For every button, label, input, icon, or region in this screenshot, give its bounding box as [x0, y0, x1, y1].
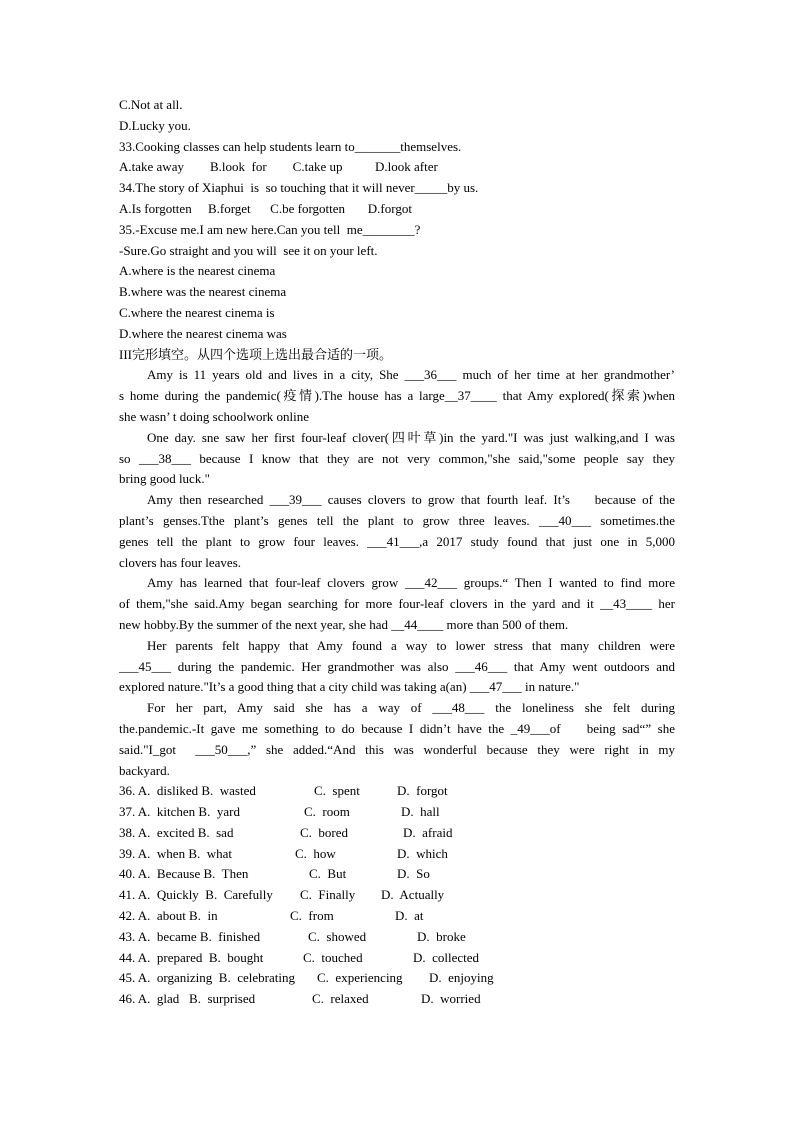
- answer-options: [119, 781, 675, 1010]
- option-row-43: [119, 927, 675, 948]
- option-d: D. So: [397, 866, 430, 882]
- option-d: D. forgot: [397, 783, 448, 799]
- paragraph-line: s home during the pandemic(疫情).The house has a large__37____ that Amy explored(探索)when: [119, 388, 675, 404]
- question-33-options: A.take away B.look for C.take up D.look after: [119, 159, 438, 175]
- option-d: D. worried: [421, 991, 481, 1007]
- paragraph-line: the.pandemic.-It gave me something to do because I didn’t have the _49___of being sad“” she: [119, 720, 675, 736]
- option-c: C. showed: [308, 928, 367, 944]
- option-c: C. bored: [300, 824, 349, 840]
- paragraph: [119, 365, 675, 427]
- option-ab: 43. A. became B. finished: [119, 928, 261, 944]
- option-c: C. room: [304, 804, 350, 820]
- question-34: 34.The story of Xiaphui is so touching that it will never_____by us.: [119, 180, 479, 196]
- option-ab: 44. A. prepared B. bought: [119, 949, 264, 965]
- option-row-46: [119, 989, 675, 1010]
- text-line: C.Not at all.: [119, 97, 183, 112]
- option-d: D. hall: [401, 804, 440, 820]
- option-row-44: [119, 948, 675, 969]
- option-d: D. which: [397, 845, 448, 861]
- paragraph-line: backyard.: [119, 762, 170, 778]
- option-c: C. spent: [314, 783, 360, 799]
- option-ab: 36. A. disliked B. wasted: [119, 783, 256, 799]
- option-d: D. at: [395, 908, 424, 924]
- paragraph: [119, 490, 675, 573]
- option-d: D. broke: [417, 928, 466, 944]
- option-row-37: [119, 802, 675, 823]
- question-35: 35.-Excuse me.I am new here.Can you tell me________?: [119, 221, 421, 237]
- cloze-passage: [119, 365, 675, 781]
- paragraph-line: Amy is 11 years old and lives in a city, She ___36___ much of her time at her grandmother’: [147, 367, 675, 383]
- option-row-42: [119, 906, 675, 927]
- paragraph-line: Amy then researched ___39___ causes clovers to grow that fourth leaf. It’s because of the: [147, 492, 675, 508]
- option-ab: 46. A. glad B. surprised: [119, 991, 256, 1007]
- exam-page: [119, 95, 675, 1010]
- paragraph-line: of them,"she said.Amy began searching for more four-leaf clovers in the yard and it __43____ her: [119, 596, 675, 612]
- option-row-38: [119, 823, 675, 844]
- paragraph: [119, 636, 675, 698]
- paragraph-line: new hobby.By the summer of the next year, she had __44____ more than 500 of them.: [119, 616, 569, 632]
- option-row-39: [119, 844, 675, 865]
- option-ab: 45. A. organizing B. celebrating: [119, 970, 295, 986]
- paragraph: [119, 428, 675, 490]
- option-d: D. Actually: [381, 887, 445, 903]
- paragraph-line: plant’s genses.Tthe plant’s genes tell the plant to grow three leaves. ___40___ sometimes.the: [119, 512, 675, 528]
- option-row-45: [119, 968, 675, 989]
- option-d: D. afraid: [403, 824, 453, 840]
- option-d: D. collected: [413, 949, 480, 965]
- paragraph-line: For her part, Amy said she has a way of ___48___ the loneliness she felt during: [147, 700, 675, 716]
- question-block: [119, 95, 675, 365]
- question-35-option-b: B.where was the nearest cinema: [119, 284, 287, 300]
- question-35-option-d: D.where the nearest cinema was: [119, 325, 287, 341]
- option-c: C. experiencing: [317, 970, 403, 986]
- option-ab: 39. A. when B. what: [119, 845, 233, 861]
- paragraph-line: said."I_got ___50___,” she added.“And this was wonderful because they were right in my: [119, 741, 675, 757]
- paragraph-line: genes tell the plant to grow four leaves. ___41___,a 2017 study found that just one in 5,000: [119, 533, 675, 549]
- option-c: C. relaxed: [312, 991, 369, 1007]
- section-heading: III完形填空。从四个选项上选出最合适的一项。: [119, 346, 392, 362]
- paragraph-line: so ___38___ because I know that they are not very common,"she said,"some people say they: [119, 450, 675, 466]
- option-ab: 38. A. excited B. sad: [119, 824, 234, 840]
- question-33: 33.Cooking classes can help students learn to_______themselves.: [119, 138, 462, 154]
- question-34-options: A.Is forgotten B.forget C.be forgotten D.forgot: [119, 200, 412, 216]
- question-35-option-c: C.where the nearest cinema is: [119, 304, 275, 320]
- option-c: C. But: [309, 866, 347, 882]
- option-c: C. how: [295, 845, 336, 861]
- paragraph: [119, 573, 675, 635]
- option-row-41: [119, 885, 675, 906]
- option-row-40: [119, 864, 675, 885]
- paragraph-line: Her parents felt happy that Amy found a way to lower stress that many children were: [147, 637, 675, 653]
- option-c: C. Finally: [300, 887, 356, 903]
- option-d: D. enjoying: [429, 970, 494, 986]
- option-ab: 41. A. Quickly B. Carefully: [119, 887, 273, 903]
- option-row-36: [119, 781, 675, 802]
- question-35-reply: -Sure.Go straight and you will see it on your left.: [119, 242, 378, 258]
- paragraph-line: ___45___ during the pandemic. Her grandmother was also ___46___ that Amy went outdoors and: [119, 658, 675, 674]
- option-ab: 42. A. about B. in: [119, 908, 218, 924]
- paragraph-line: she wasn’ t doing schoolwork online: [119, 408, 310, 424]
- question-35-option-a: A.where is the nearest cinema: [119, 263, 276, 279]
- option-c: C. from: [290, 908, 334, 924]
- paragraph: [119, 698, 675, 781]
- text-line: D.Lucky you.: [119, 117, 191, 133]
- option-c: C. touched: [303, 949, 363, 965]
- paragraph-line: Amy has learned that four-leaf clovers grow ___42___ groups.“ Then I wanted to find more: [147, 575, 675, 591]
- paragraph-line: bring good luck.": [119, 471, 210, 487]
- option-ab: 40. A. Because B. Then: [119, 866, 249, 882]
- option-ab: 37. A. kitchen B. yard: [119, 804, 240, 820]
- paragraph-line: clovers has four leaves.: [119, 554, 242, 570]
- paragraph-line: One day. sne saw her first four-leaf clover(四叶草)in the yard."I was just walking,and I was: [147, 429, 675, 445]
- paragraph-line: explored nature."It’s a good thing that a city child was taking a(an) ___47___ in nature.": [119, 679, 580, 695]
